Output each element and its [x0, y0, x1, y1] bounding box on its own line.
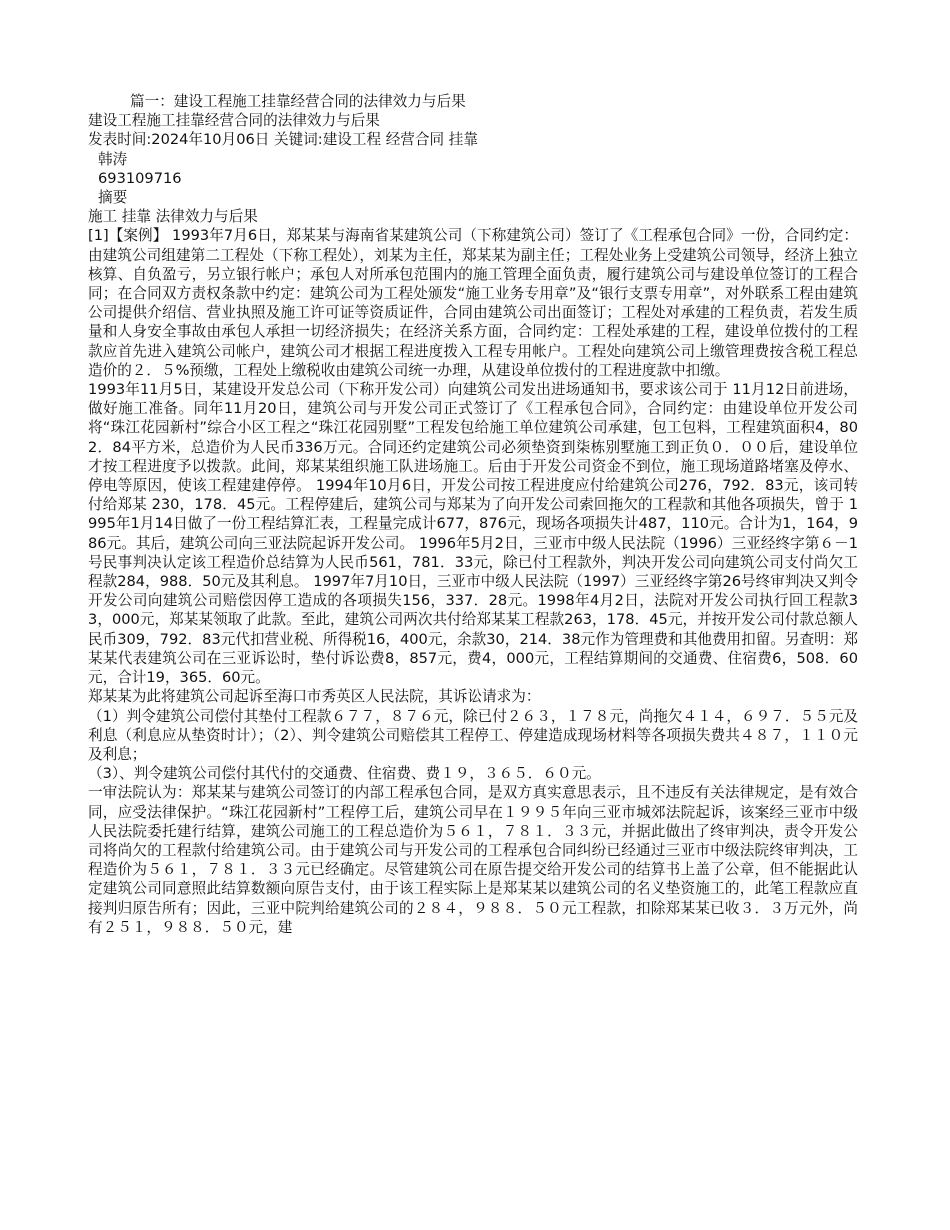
paragraph-first-instance: 一审法院认为：郑某某与建筑公司签订的内部工程承包合同，是双方真实意思表示，且不违反有关法律规定，是有效合同，应受法律保护。“珠江花园新村”工程停工后，建筑公司早在１９９５年向三亚市城郊法院起诉，该案经三亚市中级人民法院委托建行结算，建筑公司施工的工程总造价为５６１，７８１．３３元，并据此做出了终审判决，责令开发公司将尚欠的工程款付给建筑公司。由于建筑公司与开发公司的工程承包合同纠纷已经通过三亚市中级法院终审判决，工程造价为５６１，７８１．３３元已经确定。尽管建筑公司在原告提交给开发公司的结算书上盖了公章，但不能据此认定建筑公司同意照此结算数额向原告支付，由于该工程实际上是郑某某以建筑公司的名义垫资施工的，此笔工程款应直接判归原告所有；因此，三亚中院判给建筑公司的２８４，９８８．５０元工程款，扣除郑某某已收３．３万元外，尚有２５１，９８８．５０元，建: [88, 784, 858, 936]
keywords-line: 施工 挂靠 法律效力与后果: [88, 208, 258, 226]
document-number: 693109716: [98, 169, 182, 187]
author-name: 韩涛: [98, 150, 128, 168]
document-page: [88, 92, 858, 937]
paragraph-lawsuit: 郑某某为此将建筑公司起诉至海口市秀英区人民法院，其诉讼请求为：: [88, 688, 541, 706]
paragraph-claims-1-2: （1）判令建筑公司偿付其垫付工程款６７７，８７６元，除已付２６３，１７８元，尚拖欠４１４，６９７．５５元及利息（利息应从垫资时计）；（2）、判令建筑公司赔偿其工程停工、停建造成现场材料等各项损失费共４８７，１１０元及利息；: [88, 707, 858, 763]
paragraph-claim-3: （3）、判令建筑公司偿付其代付的交通费、住宿费、费１９，３６５．６０元。: [88, 765, 601, 783]
paragraph-facts: 1993年11月5日，某建设开发总公司（下称开发公司）向建筑公司发出进场通知书，要求该公司于 11月12日前进场，做好施工准备。同年11月20日，建筑公司与开发公司正式签订了《工程承包合同》，合同约定：由建设单位开发公司将“珠江花园新村”综合小区工程之“珠江花园别墅”工程发包给施工单位建筑公司承建，包工包料，工程建筑面积4，802．84平方米，总造价为人民币336万元。合同还约定建筑公司必须垫资到柒栋别墅施工到正负０．００后，建设单位才按工程进度予以拨款。此间，郑某某组织施工队进场施工。后由于开发公司资金不到位，施工现场道路堵塞及停水、停电等原因，使该工程建建停停。 1994年10月6日，开发公司按工程进度应付给建筑公司276，792．83元，该司转付给郑某 230，178．45元。工程停建后，建筑公司与郑某为了向开发公司索回拖欠的工程款和其他各项损失，曾于 1995年1月14日做了一份工程结算汇表，工程量完成计677，876元，现场各项损失计487，110元。合计为1，164，986元。其后，建筑公司向三亚法院起诉开发公司。 1996年5月2日，三亚市中级人民法院（1996）三亚经终字第６－1号民事判决认定该工程造价总结算为人民币561，781．33元，除已付工程款外，判决开发公司向建筑公司支付尚欠工程款284，988．50元及其利息。 1997年7月10日，三亚市中级人民法院（1997）三亚经终字第26号终审判决又判令开发公司向建筑公司赔偿因停工造成的各项损失156，337．28元。1998年4月2日，法院对开发公司执行回工程款33，000元，郑某某领取了此款。至此，建筑公司两次共付给郑某某工程款263，178．45元，并按开发公司付款总额人民币309，792．83元代扣营业税、所得税16，400元，余款30，214．38元作为管理费和其他费用扣留。另查明：郑某某代表建筑公司在三亚诉讼时，垫付诉讼费8，857元，费4，000元，工程结算期间的交通费、住宿费6，508．60元，合计19，365．60元。: [88, 381, 858, 687]
paragraph-case: [1]【案例】 1993年7月6日，郑某某与海南省某建筑公司（下称建筑公司）签订了《工程承包合同》一份，合同约定：由建筑公司组建第二工程处（下称工程处），刘某为主任，郑某某为副主任；工程处业务上受建筑公司领导，经济上独立核算、自负盈亏，另立银行帐户；承包人对所承包范围内的施工管理全面负责，履行建筑公司与建设单位签订的工程合同；在合同双方责权条款中约定：建筑公司为工程处颁发“施工业务专用章”及“银行支票专用章”，对外联系工程由建筑公司提供介绍信、营业执照及施工许可证等资质证件，合同由建筑公司出面签订；工程处对承建的工程负责，若发生质量和人身安全事故由承包人承担一切经济损失；在经济关系方面，合同约定：工程处承建的工程，建设单位拨付的工程款应首先进入建筑公司帐户，建筑公司才根据工程进度拨入工程专用帐户。工程处向建筑公司上缴管理费按含税工程总造价的２．５%预缴，工程处上缴税收由建筑公司统一办理，从建设单位拨付的工程进度款中扣缴。: [88, 227, 858, 379]
article-title: 建设工程施工挂靠经营合同的法律效力与后果: [88, 112, 380, 130]
document-heading: 篇一：建设工程施工挂靠经营合同的法律效力与后果: [130, 93, 466, 110]
abstract-label: 摘要: [98, 189, 128, 207]
publish-meta: 发表时间:2024年10月06日 关键词:建设工程 经营合同 挂靠: [88, 131, 478, 149]
